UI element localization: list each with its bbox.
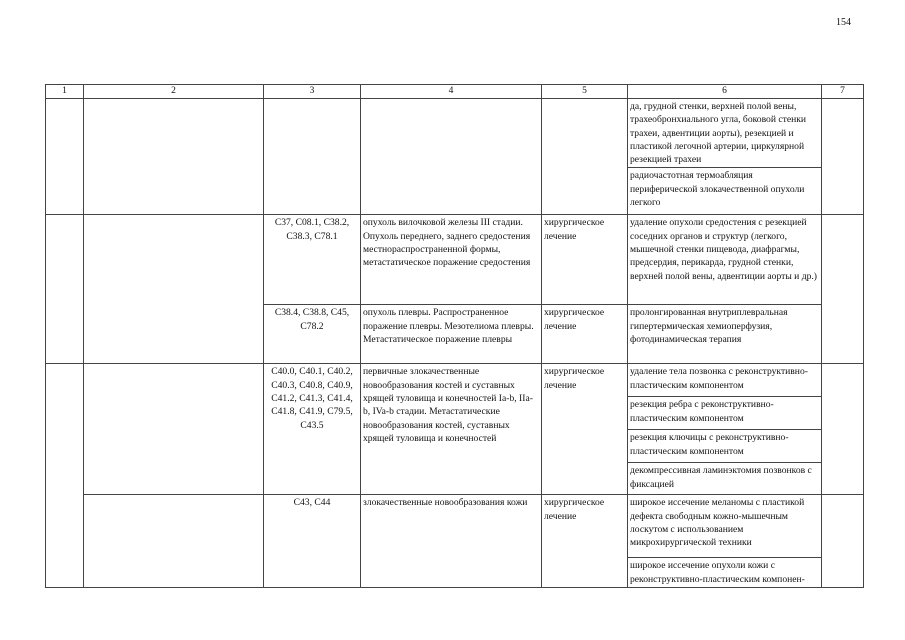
icd-codes-cell: C40.0, C40.1, C40.2, C40.3, C40.8, C40.9, C41.2, C41.3, C41.4, C41.8, C41.9, C79.5, C43.5 [264, 364, 361, 495]
col4-cell [361, 99, 542, 215]
col7-cell [822, 495, 864, 588]
header-col-7: 7 [822, 85, 864, 99]
header-row [46, 85, 864, 99]
col1-cell [46, 215, 84, 364]
icd-codes-cell: C37, C08.1, C38.2, C38.3, C78.1 [264, 215, 361, 305]
header-col-4: 4 [361, 85, 542, 99]
treatment-type-cell: хирургическое лечение [542, 364, 628, 495]
treatment-method-cell: удаление опухоли средостения с резекцией соседних органов и структур (легкого, мышечной стенки пищевода, диафрагмы, предсердия, перикарда, грудной стенки, верхней полой вены, адвентиции аорты и др.) [628, 215, 822, 305]
table-row [46, 215, 864, 305]
col7-cell [822, 215, 864, 364]
treatment-method-cell: декомпрессивная ламинэктомия позвонков с фиксацией [628, 463, 822, 495]
col2-cell [84, 364, 264, 495]
procedures-table [45, 84, 864, 588]
treatment-method-cell: да, грудной стенки, верхней полой вены, трахеобронхиального угла, боковой стенки трахеи, адвентиции аорты), резекцией и пластикой легочной артерии, циркулярной резекцией трахеи [628, 99, 822, 168]
diagnosis-cell: злокачественные новообразования кожи [361, 495, 542, 588]
col1-cell [46, 99, 84, 215]
col3-cell [264, 99, 361, 215]
diagnosis-cell: первичные злокачественные новообразования костей и суставных хрящей туловища и конечностей Ia-b, IIa-b, IVa-b стадии. Метастатические новообразования костей, суставных хрящей туловища и конечностей [361, 364, 542, 495]
page-number: 154 [836, 17, 851, 28]
header-col-3: 3 [264, 85, 361, 99]
col1-cell [46, 364, 84, 588]
col2-cell [84, 99, 264, 215]
table-row [46, 364, 864, 397]
treatment-method-cell: резекция ключицы с реконструктивно-пластическим компонентом [628, 430, 822, 463]
table-row [46, 99, 864, 168]
col5-cell [542, 99, 628, 215]
diagnosis-cell: опухоль плевры. Распространенное поражение плевры. Мезотелиома плевры. Метастатическое поражение плевры [361, 305, 542, 364]
header-col-5: 5 [542, 85, 628, 99]
treatment-method-cell: удаление тела позвонка с реконструктивно-пластическим компонентом [628, 364, 822, 397]
treatment-method-cell: радиочастотная термоабляция периферической злокачественной опухоли легкого [628, 168, 822, 215]
treatment-type-cell: хирургическое лечение [542, 495, 628, 588]
treatment-method-cell: широкое иссечение опухоли кожи с реконструктивно-пластическим компонен- [628, 558, 822, 588]
treatment-method-cell: пролонгированная внутриплевральная гипертермическая хемиоперфузия, фотодинамическая терапия [628, 305, 822, 364]
treatment-type-cell: хирургическое лечение [542, 215, 628, 305]
col2-cell [84, 215, 264, 364]
header-col-1: 1 [46, 85, 84, 99]
treatment-type-cell: хирургическое лечение [542, 305, 628, 364]
icd-codes-cell: C43, C44 [264, 495, 361, 588]
treatment-method-cell: широкое иссечение меланомы с пластикой дефекта свободным кожно-мышечным лоскутом с использованием микрохирургической техники [628, 495, 822, 558]
header-col-6: 6 [628, 85, 822, 99]
table-row [46, 495, 864, 558]
col2-cell [84, 495, 264, 588]
col7-cell [822, 99, 864, 215]
treatment-method-cell: резекция ребра с реконструктивно-пластическим компонентом [628, 397, 822, 430]
header-col-2: 2 [84, 85, 264, 99]
icd-codes-cell: C38.4, C38.8, C45, C78.2 [264, 305, 361, 364]
col7-cell [822, 364, 864, 495]
diagnosis-cell: опухоль вилочковой железы III стадии. Опухоль переднего, заднего средостения местнораспространенной формы, метастатическое поражение средостения [361, 215, 542, 305]
